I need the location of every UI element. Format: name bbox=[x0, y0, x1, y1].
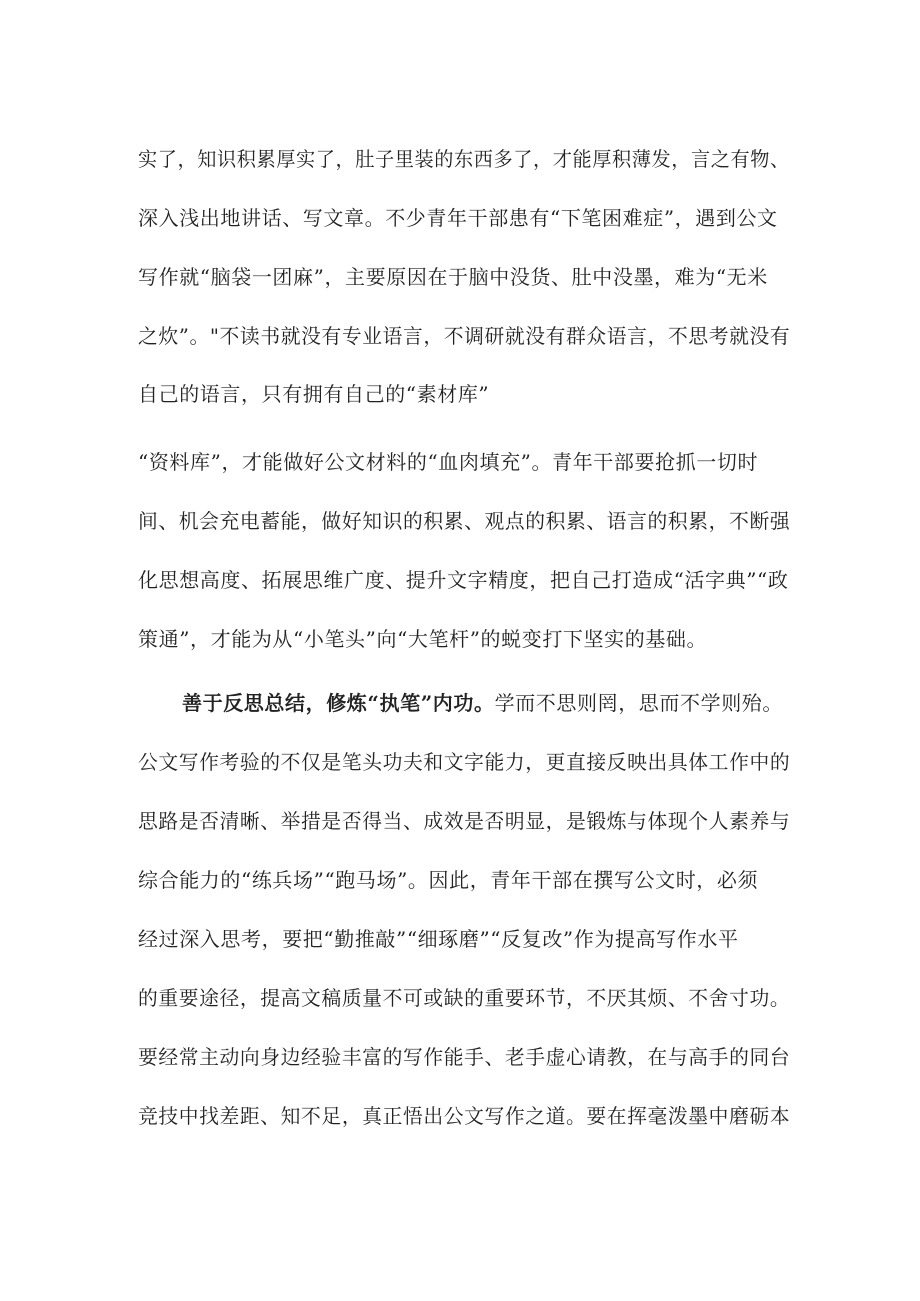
paragraph-line: 间、机会充电蓄能，做好知识的积累、观点的积累、语言的积累，不断强 bbox=[138, 509, 791, 533]
paragraph-line: 公文写作考验的不仅是笔头功夫和文字能力，更直接反映出具体工作中的 bbox=[138, 750, 791, 774]
paragraph-line: “资料库”，才能做好公文材料的“血肉填充”。青年干部要抢抓一切时 bbox=[138, 450, 759, 474]
paragraph-line: 写作就“脑袋一团麻”，主要原因在于脑中没货、肚中没墨，难为“无米 bbox=[138, 265, 768, 289]
section-heading: 善于反思总结，修炼“执笔”内功。 bbox=[182, 691, 495, 715]
paragraph-line: 竞技中找差距、知不足，真正悟出公文写作之道。要在挥毫泼墨中磨砺本 bbox=[138, 1104, 791, 1128]
section-first-line bbox=[182, 690, 783, 716]
paragraph-line: 的重要途径，提高文稿质量不可或缺的重要环节，不厌其烦、不舍寸功。 bbox=[138, 986, 791, 1010]
paragraph-line: 经过深入思考，要把“勤推敲”“细琢磨”“反复改”作为提高写作水平 bbox=[138, 927, 739, 951]
section-first-line-text: 学而不思则罔，思而不学则殆。 bbox=[494, 691, 784, 715]
paragraph-line: 深入浅出地讲话、写文章。不少青年干部患有“下笔困难症”，遇到公文 bbox=[138, 206, 778, 230]
paragraph-line: 要经常主动向身边经验丰富的写作能手、老手虚心请教，在与高手的同台 bbox=[138, 1045, 791, 1069]
paragraph-line: 实了，知识积累厚实了，肚子里装的东西多了，才能厚积薄发，言之有物、 bbox=[138, 147, 790, 171]
paragraph-line: 综合能力的“练兵场”“跑马场”。因此，青年干部在撰写公文时，必须 bbox=[138, 868, 759, 892]
paragraph-line: 策通”，才能为从“小笔头”向“大笔杆”的蜕变打下坚实的基础。 bbox=[138, 627, 708, 651]
paragraph-line: 之炊”。"不读书就没有专业语言，不调研就没有群众语言，不思考就没有 bbox=[138, 324, 791, 348]
paragraph-line: 自己的语言，只有拥有自己的“素材库” bbox=[138, 382, 490, 406]
paragraph-line: 化思想高度、拓展思维广度、提升文字精度，把自己打造成“活字典”“政 bbox=[138, 568, 789, 592]
paragraph-line: 思路是否清晰、举措是否得当、成效是否明显，是锻炼与体现个人素养与 bbox=[138, 809, 791, 833]
